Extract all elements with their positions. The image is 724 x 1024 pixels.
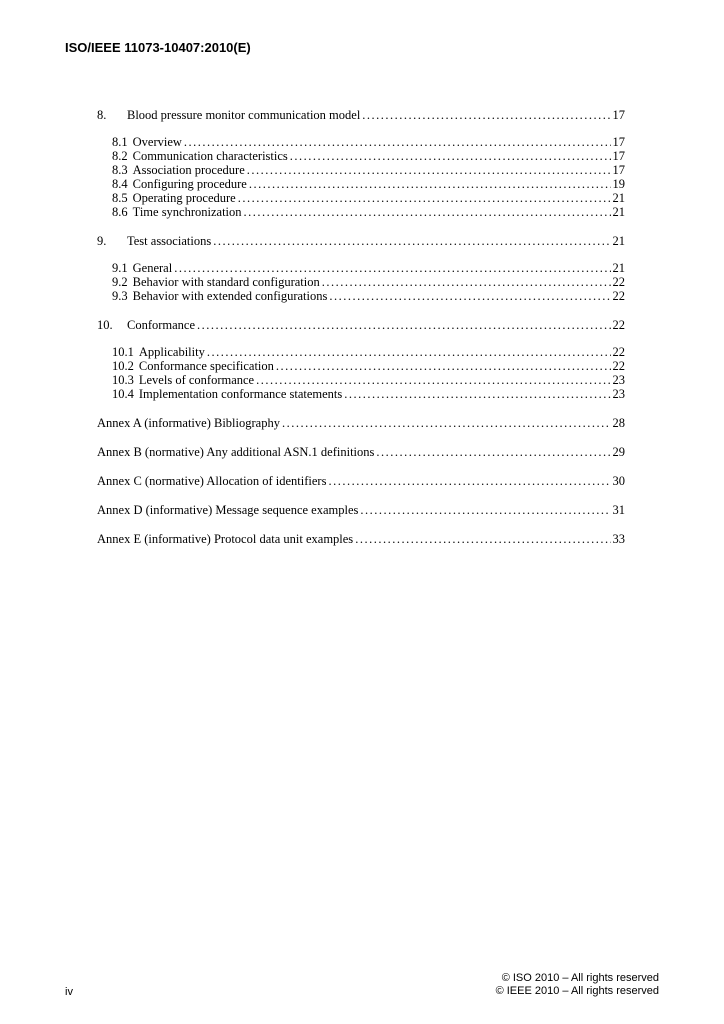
toc-entry-title: Annex D (informative) Message sequence examples	[97, 503, 359, 517]
folio-page-number: iv	[65, 986, 73, 998]
toc-entry-title: Communication characteristics	[132, 149, 288, 163]
toc-entry-number: 8.	[97, 108, 107, 122]
toc-entry-page: 21	[612, 261, 625, 275]
toc-entry-page: 28	[612, 416, 625, 430]
toc-entry-number: 10.4	[112, 387, 134, 401]
toc-entry	[97, 234, 625, 248]
toc-entry-title: Levels of conformance	[138, 373, 255, 387]
toc-entry-number: 8.3	[112, 163, 128, 177]
toc-entry-page: 22	[612, 318, 625, 332]
toc-entry	[97, 445, 625, 459]
dot-leader	[247, 163, 611, 177]
toc-subsection-list	[97, 345, 625, 401]
toc-entry-page: 21	[612, 205, 625, 219]
toc-entry-page: 22	[612, 289, 625, 303]
toc-entry-title: Configuring procedure	[132, 177, 247, 191]
dot-leader	[344, 387, 610, 401]
toc-entry-page: 21	[612, 234, 625, 248]
toc-entry	[97, 135, 625, 149]
toc-entry	[97, 503, 625, 517]
toc-entry-page: 22	[612, 275, 625, 289]
dot-leader	[184, 135, 611, 149]
toc-entry	[97, 275, 625, 289]
dot-leader	[329, 289, 610, 303]
toc-entry	[97, 532, 625, 546]
toc-entry-page: 21	[612, 191, 625, 205]
toc-entry-number: 8.4	[112, 177, 128, 191]
toc-section-group	[97, 108, 625, 219]
toc-entry-title: Test associations	[127, 234, 212, 248]
toc-entry-number: 10.	[97, 318, 113, 332]
toc-entry	[97, 205, 625, 219]
toc-entry-title: Conformance	[127, 318, 196, 332]
toc-entry-page: 29	[612, 445, 625, 459]
dot-leader	[213, 234, 610, 248]
toc-entry-title: Behavior with extended configurations	[132, 289, 328, 303]
dot-leader	[360, 503, 610, 517]
toc-entry-title: Time synchronization	[132, 205, 242, 219]
dot-leader	[328, 474, 610, 488]
toc-entry-title: Applicability	[138, 345, 205, 359]
toc-entry-page: 23	[612, 373, 625, 387]
dot-leader	[244, 205, 611, 219]
dot-leader	[322, 275, 611, 289]
toc-entry	[97, 318, 625, 332]
toc-entry	[97, 387, 625, 401]
toc-entry-title: Conformance specification	[138, 359, 274, 373]
toc-entry	[97, 261, 625, 275]
page-footer	[65, 972, 659, 998]
toc-entry-number: 9.2	[112, 275, 128, 289]
toc-entry-number: 10.2	[112, 359, 134, 373]
toc-entry	[97, 359, 625, 373]
toc-entry-number: 8.1	[112, 135, 128, 149]
toc-section-group	[97, 318, 625, 401]
toc-entry	[97, 416, 625, 430]
toc-entry	[97, 474, 625, 488]
toc-annex-list	[97, 416, 625, 546]
toc-subsection-list	[97, 261, 625, 303]
toc-entry-page: 17	[612, 108, 625, 122]
toc-entry-number: 8.2	[112, 149, 128, 163]
toc-entry	[97, 149, 625, 163]
dot-leader	[249, 177, 611, 191]
toc-entry	[97, 373, 625, 387]
toc-entry-title: Annex E (informative) Protocol data unit examples	[97, 532, 354, 546]
toc-entry	[97, 345, 625, 359]
toc-entry-page: 22	[612, 345, 625, 359]
toc-entry-page: 31	[612, 503, 625, 517]
toc-entry-title: Annex A (informative) Bibliography	[97, 416, 280, 430]
copyright-iso: © ISO 2010 – All rights reserved	[501, 972, 659, 984]
toc-entry	[97, 108, 625, 122]
dot-leader	[276, 359, 611, 373]
toc-entry-number: 9.1	[112, 261, 128, 275]
toc-entry-page: 19	[612, 177, 625, 191]
toc-subsection-list	[97, 135, 625, 219]
toc-entry-title: Annex C (normative) Allocation of identifiers	[97, 474, 327, 488]
toc-entry-title: Association procedure	[132, 163, 245, 177]
dot-leader	[174, 261, 610, 275]
toc-entry-page: 22	[612, 359, 625, 373]
dot-leader	[197, 318, 610, 332]
toc-section-group	[97, 234, 625, 303]
dot-leader	[376, 445, 610, 459]
dot-leader	[282, 416, 611, 430]
toc-entry-number: 9.3	[112, 289, 128, 303]
document-header-title: ISO/IEEE 11073-10407:2010(E)	[65, 40, 251, 55]
dot-leader	[256, 373, 610, 387]
toc-entry-page: 17	[612, 163, 625, 177]
toc-entry-title: Implementation conformance statements	[138, 387, 343, 401]
toc-entry-page: 33	[612, 532, 625, 546]
dot-leader	[290, 149, 611, 163]
toc-entry	[97, 289, 625, 303]
dot-leader	[362, 108, 610, 122]
toc-entry-title: Annex B (normative) Any additional ASN.1 definitions	[97, 445, 375, 459]
toc-entry-number: 10.1	[112, 345, 134, 359]
dot-leader	[207, 345, 611, 359]
toc-entry	[97, 163, 625, 177]
toc-entry-title: Blood pressure monitor communication model	[127, 108, 361, 122]
toc-entry-page: 17	[612, 149, 625, 163]
toc-entry-page: 23	[612, 387, 625, 401]
toc-entry-page: 30	[612, 474, 625, 488]
table-of-contents	[97, 108, 625, 561]
toc-entry-number: 9.	[97, 234, 107, 248]
toc-entry-title: Operating procedure	[132, 191, 236, 205]
toc-entry-title: General	[132, 261, 173, 275]
copyright-block	[496, 972, 659, 998]
toc-entry-title: Behavior with standard configuration	[132, 275, 320, 289]
toc-entry-number: 8.6	[112, 205, 128, 219]
toc-entry-number: 8.5	[112, 191, 128, 205]
dot-leader	[238, 191, 611, 205]
toc-entry	[97, 191, 625, 205]
toc-entry	[97, 177, 625, 191]
copyright-ieee: © IEEE 2010 – All rights reserved	[495, 985, 659, 997]
toc-entry-number: 10.3	[112, 373, 134, 387]
toc-entry-title: Overview	[132, 135, 182, 149]
toc-entry-page: 17	[612, 135, 625, 149]
dot-leader	[355, 532, 610, 546]
